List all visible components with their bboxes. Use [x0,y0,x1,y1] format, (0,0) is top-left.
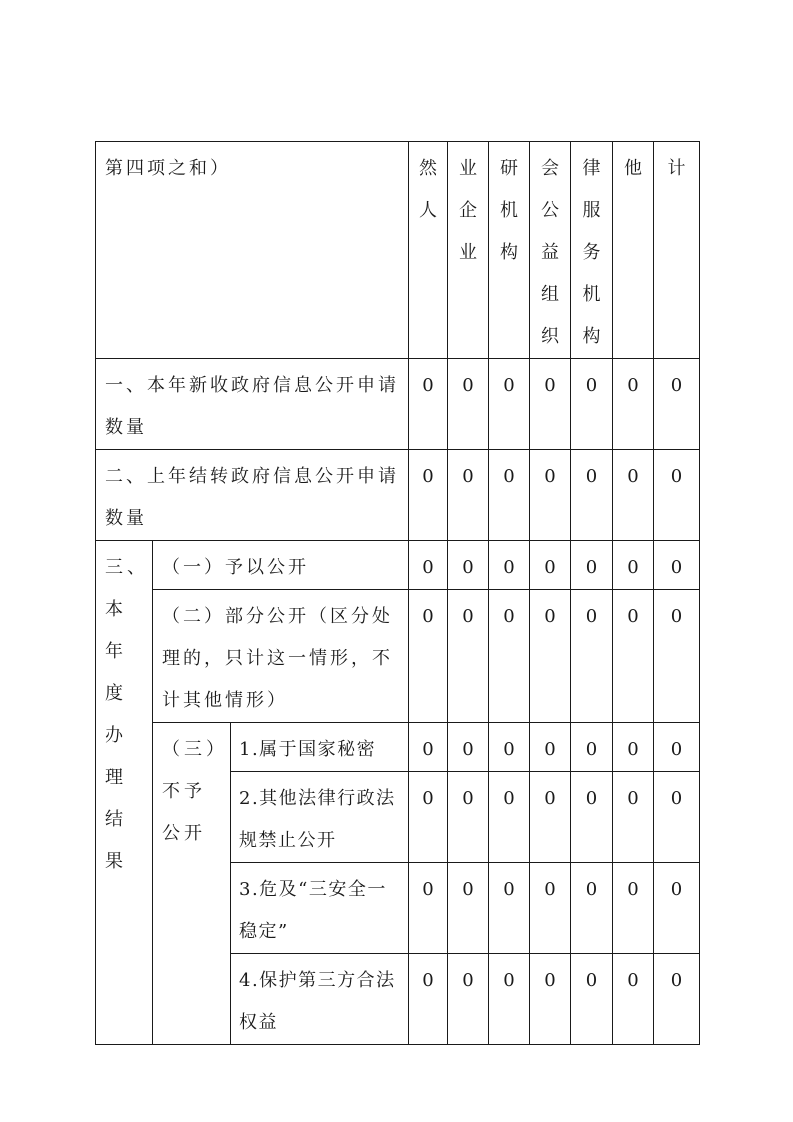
section-3-label: 三、本年度办理结果 [96,541,153,1045]
value-cell: 0 [613,450,654,541]
value-cell: 0 [571,590,613,723]
value-cell: 0 [448,772,489,863]
header-char: 公 [541,200,560,221]
value-cell: 0 [448,954,489,1045]
header-char: 业 [459,242,478,263]
value-cell: 0 [613,954,654,1045]
not-publicized-group-label: （三）不予公开 [153,723,231,1045]
header-char: 然 [419,158,438,179]
header-col-6 [613,142,654,359]
value-cell: 0 [571,359,613,450]
header-char: 人 [419,200,438,221]
value-cell: 0 [489,450,530,541]
value-cell: 0 [409,772,448,863]
header-col-5 [571,142,613,359]
header-col-4 [530,142,571,359]
value-cell: 0 [571,772,613,863]
header-char: 业 [459,158,478,179]
header-char: 他 [624,158,643,179]
value-cell: 0 [571,541,613,590]
header-char: 研 [500,158,519,179]
row-new-requests [96,359,700,450]
value-cell: 0 [654,359,700,450]
value-cell: 0 [654,450,700,541]
row-partially-publicized [96,590,700,723]
header-char: 组 [541,284,560,305]
header-char: 构 [500,242,519,263]
value-cell: 0 [409,590,448,723]
value-cell: 0 [448,359,489,450]
value-cell: 0 [530,863,571,954]
value-cell: 0 [530,590,571,723]
row-label: （一）予以公开 [153,541,409,590]
value-cell: 0 [571,863,613,954]
header-col-7 [654,142,700,359]
value-cell: 0 [654,772,700,863]
header-char: 律 [582,158,601,179]
header-char: 务 [582,242,601,263]
row-carried-over [96,450,700,541]
value-cell: 0 [571,954,613,1045]
value-cell: 0 [489,590,530,723]
header-char: 计 [667,158,686,179]
value-cell: 0 [489,723,530,772]
header-char: 机 [500,200,519,221]
value-cell: 0 [489,954,530,1045]
header-char: 会 [541,158,560,179]
value-cell: 0 [448,590,489,723]
header-char: 织 [541,326,560,347]
value-cell: 0 [409,954,448,1045]
row-label: （二）部分公开（区分处理的，只计这一情形，不计其他情形） [153,590,409,723]
value-cell: 0 [654,723,700,772]
value-cell: 0 [530,359,571,450]
value-cell: 0 [489,772,530,863]
value-cell: 0 [409,723,448,772]
value-cell: 0 [409,863,448,954]
value-cell: 0 [448,863,489,954]
value-cell: 0 [654,863,700,954]
row-label: 1.属于国家秘密 [231,723,409,772]
value-cell: 0 [613,541,654,590]
row-label: 二、上年结转政府信息公开申请数量 [96,450,409,541]
value-cell: 0 [654,541,700,590]
header-char: 益 [541,242,560,263]
header-char: 服 [582,200,601,221]
row-label: 3.危及“三安全一稳定” [231,863,409,954]
value-cell: 0 [571,723,613,772]
value-cell: 0 [530,723,571,772]
value-cell: 0 [489,359,530,450]
value-cell: 0 [448,541,489,590]
value-cell: 0 [571,450,613,541]
value-cell: 0 [448,450,489,541]
header-col-1 [409,142,448,359]
row-label: 4.保护第三方合法权益 [231,954,409,1045]
row-publicized [96,541,700,590]
value-cell: 0 [448,723,489,772]
value-cell: 0 [654,590,700,723]
header-left-cell: 第四项之和） [96,142,409,359]
value-cell: 0 [530,772,571,863]
value-cell: 0 [613,359,654,450]
value-cell: 0 [654,954,700,1045]
value-cell: 0 [613,772,654,863]
value-cell: 0 [409,450,448,541]
value-cell: 0 [613,863,654,954]
value-cell: 0 [409,541,448,590]
row-state-secret [96,723,700,772]
row-label: 一、本年新收政府信息公开申请数量 [96,359,409,450]
header-col-2 [448,142,489,359]
value-cell: 0 [530,954,571,1045]
row-label: 2.其他法律行政法规禁止公开 [231,772,409,863]
header-row [96,142,700,359]
value-cell: 0 [530,450,571,541]
value-cell: 0 [409,359,448,450]
header-col-3 [489,142,530,359]
value-cell: 0 [530,541,571,590]
value-cell: 0 [489,541,530,590]
value-cell: 0 [613,590,654,723]
value-cell: 0 [613,723,654,772]
disclosure-stats-table [95,141,700,1045]
value-cell: 0 [489,863,530,954]
header-char: 构 [582,326,601,347]
header-char: 机 [582,284,601,305]
header-char: 企 [459,200,478,221]
